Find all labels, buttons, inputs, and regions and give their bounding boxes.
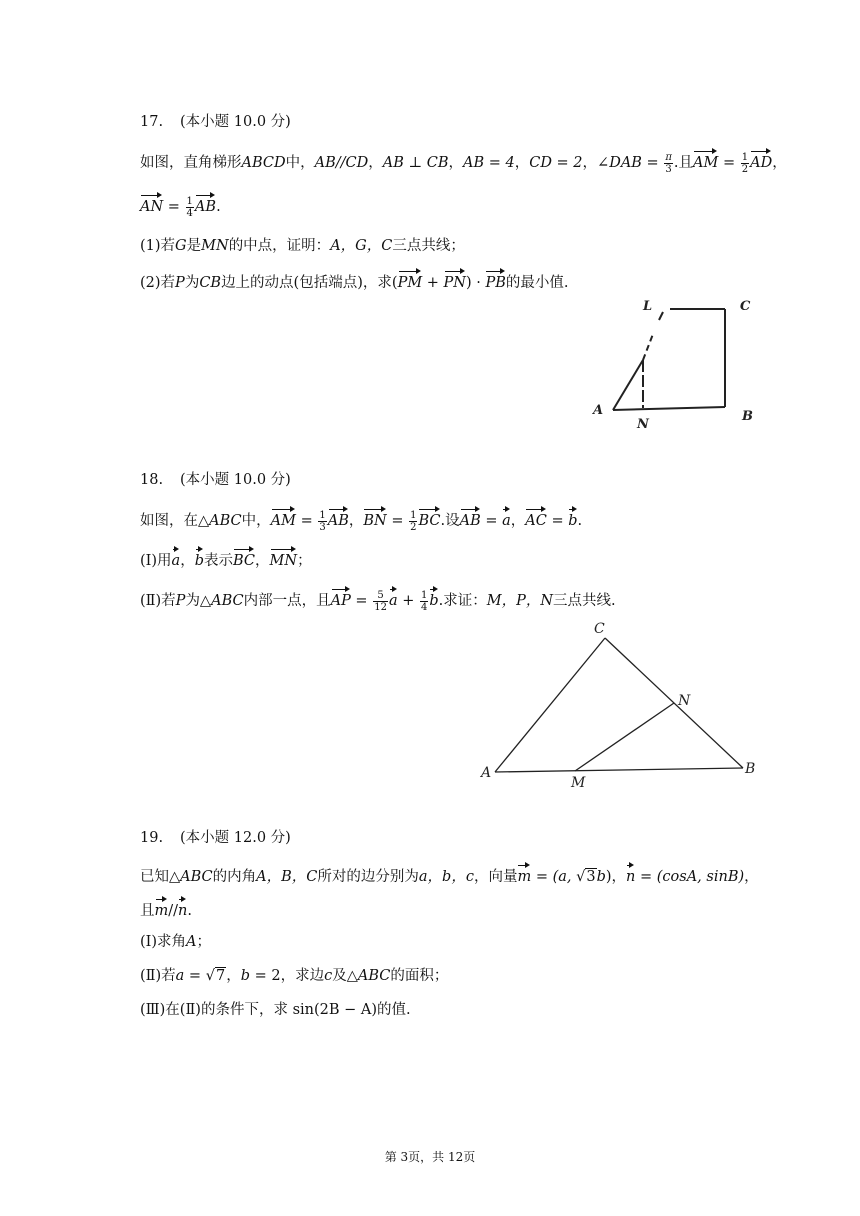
q17-intro: 如图，直角梯形ABCD中，AB//CD，AB ⊥ CB，AB = 4，CD = 2，∠DAB = $\frac{\pi}{3}$ .且AM = $\frac{1}{2}$ AD， (140, 151, 787, 175)
q19-part1: (Ⅰ)求角A； (140, 934, 212, 950)
q17-edge-md2 (659, 312, 663, 320)
q19-part3: (Ⅲ)在(Ⅱ)的条件下，求 sin(2B − A)的值. (140, 1002, 411, 1018)
q18-part1: (Ⅰ)用a，b表示BC，MN； (140, 548, 312, 571)
q18-header: 18. (本小题 10.0 分) (140, 472, 291, 488)
q19-part2: (Ⅱ)若a = √7，b = 2，求边c及△ABC的面积； (140, 968, 449, 984)
q17-trapezoid-figure (585, 290, 765, 430)
q19-intro-cont: 且m//n. (140, 898, 192, 921)
q18-label-B: B (745, 761, 756, 777)
q17-label-L: L (643, 299, 653, 314)
q17-edge-am (613, 360, 643, 410)
q19-header: 19. (本小题 12.0 分) (140, 830, 291, 846)
q18-edge-ab (495, 768, 743, 772)
q18-segment-mn (575, 703, 674, 771)
q17-label-A: A (593, 403, 604, 418)
q18-label-A: A (481, 765, 492, 781)
q17-label-C: C (740, 299, 751, 314)
q18-triangle-figure (475, 615, 765, 795)
q17-edge-ab (613, 407, 725, 410)
q17-part2: (2)若P为CB边上的动点(包括端点)，求(PM + PN) · PB的最小值. (140, 270, 569, 293)
q17-label-B: B (742, 409, 753, 424)
page-footer: 第 3页，共 12页 (384, 1150, 476, 1164)
q19-intro: 已知△ABC的内角A，B，C所对的边分别为a，b，c，向量m = (a, √3b)，n = (cosA, sinB)， (140, 864, 759, 887)
q18-edge-ac (495, 638, 605, 772)
q17-edge-md (643, 334, 653, 360)
q18-part2: (Ⅱ)若P为△ABC内部一点，且AP = $\frac{5}{12}$ a + $\frac{1}{4}$ b.求证：M，P，N三点共线. (140, 589, 616, 613)
q18-label-C: C (594, 621, 605, 637)
q17-label-N: N (637, 417, 649, 430)
q18-label-N: N (678, 693, 691, 709)
q17-part1: (1)若G是MN的中点，证明：A，G，C三点共线； (140, 238, 465, 254)
q18-intro: 如图，在△ABC中，AM = $\frac{1}{3}$ AB，BN = $\frac{1}{2}$ BC.设AB = a，AC = b. (140, 509, 583, 533)
q17-header: 17. (本小题 10.0 分) (140, 114, 291, 130)
q18-label-M: M (571, 775, 586, 791)
q17-intro-cont: AN = $\frac{1}{4}$ AB. (140, 195, 221, 219)
